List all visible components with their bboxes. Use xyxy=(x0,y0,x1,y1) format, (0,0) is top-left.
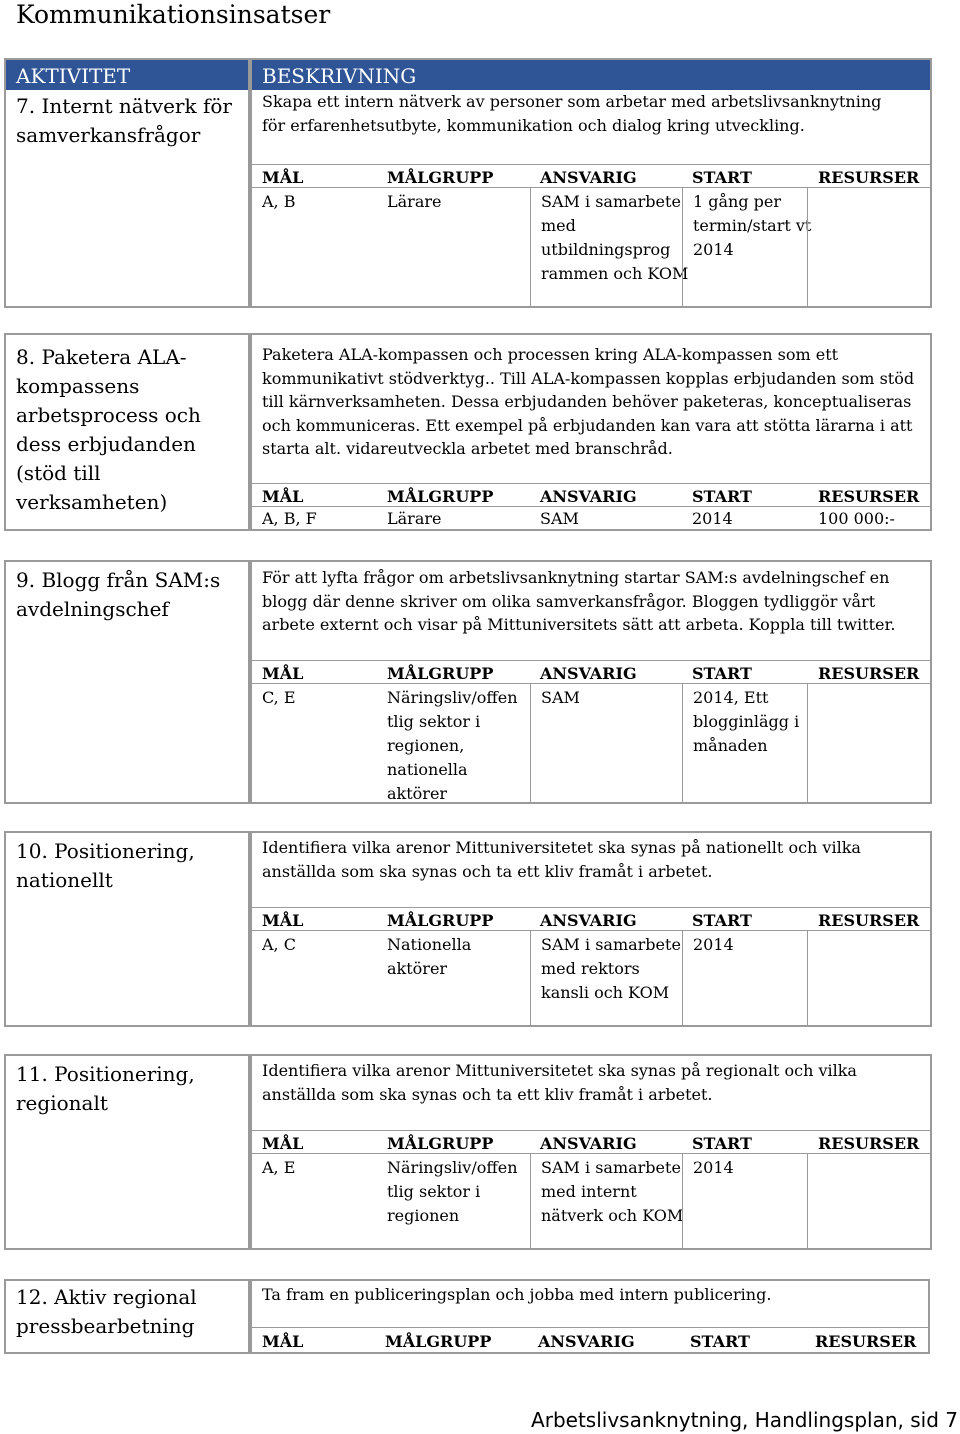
col-header-resurser: RESURSER xyxy=(818,1134,920,1153)
activity-description: Paketera ALA-kompassen och processen kring ALA-kompassen som ett kommunikativt stödverktyg.. Till ALA-kompassen kopplas erbjudanden som stöd till kärnverksamheten. Dessa erbjudanden behöver paketeras, konceptualiseras och kommuniceras. Ett exempel på erbjudanden kan vara att stötta lärarna i att starta alt. vidareutveckla arbetet med branschråd. xyxy=(262,345,915,458)
cell-start: 2014 xyxy=(682,931,813,1027)
cell-resurser xyxy=(807,684,941,804)
col-header-resurser: RESURSER xyxy=(815,1332,917,1351)
col-header-resurser: RESURSER xyxy=(818,664,920,683)
column-headers xyxy=(252,907,930,931)
activity-description: Ta fram en publiceringsplan och jobba med intern publicering. xyxy=(262,1285,772,1304)
activity-description: För att lyfta frågor om arbetslivsanknytning startar SAM:s avdelningschef en blogg där denne skriver om olika samverkansfrågor. Bloggen tydliggör vårt arbete externt och visar på Mittuniversitets sätt att arbeta. Koppla till twitter. xyxy=(262,568,896,634)
cell-start: 2014, Ett blogginlägg i månaden xyxy=(682,684,813,804)
cell-ansvarig: SAM i samarbete med utbildningsprog rammen och KOM xyxy=(530,188,691,308)
cell-ansvarig: SAM i samarbete med internt nätverk och KOM xyxy=(530,1154,691,1250)
activity-7-description xyxy=(250,58,932,308)
col-header-ansvarig: ANSVARIG xyxy=(540,911,637,930)
activity-description: Identifiera vilka arenor Mittuniversitetet ska synas på regionalt och vilka anställda som ska synas och ta ett kliv framåt i arbetet. xyxy=(262,1061,857,1104)
activity-title: 11. Positionering, regionalt xyxy=(16,1062,195,1115)
col-header-malgrupp: MÅLGRUPP xyxy=(387,911,494,930)
table-row xyxy=(252,1154,930,1248)
activity-11-cell xyxy=(4,1054,250,1250)
table-row xyxy=(252,188,930,306)
col-header-malgrupp: MÅLGRUPP xyxy=(387,664,494,683)
col-header-malgrupp: MÅLGRUPP xyxy=(387,1134,494,1153)
col-header-mal: MÅL xyxy=(262,1134,304,1153)
activity-12-cell xyxy=(4,1279,250,1354)
activity-description: Identifiera vilka arenor Mittuniversitetet ska synas på nationellt och vilka anställda som ska synas och ta ett kliv framåt i arbetet. xyxy=(262,838,861,881)
activity-8-description xyxy=(250,333,932,531)
column-headers xyxy=(252,660,930,684)
col-header-resurser: RESURSER xyxy=(818,168,920,187)
column-headers xyxy=(252,483,930,507)
activity-title: 8. Paketera ALA-kompassens arbetsprocess och dess erbjudanden (stöd till verksamheten) xyxy=(16,345,201,514)
cell-resurser xyxy=(807,188,941,308)
cell-ansvarig: SAM xyxy=(530,684,691,804)
col-header-start: START xyxy=(692,911,752,930)
table-row xyxy=(252,684,930,802)
activity-title: 9. Blogg från SAM:s avdelningschef xyxy=(16,568,221,621)
col-header-resurser: RESURSER xyxy=(818,487,920,506)
col-header-ansvarig: ANSVARIG xyxy=(538,1332,635,1351)
activity-11-description xyxy=(250,1054,932,1250)
cell-start: 2014 xyxy=(682,1154,813,1250)
cell-ansvarig: SAM xyxy=(540,509,579,528)
column-headers xyxy=(252,1130,930,1154)
col-header-mal: MÅL xyxy=(262,487,304,506)
col-header-malgrupp: MÅLGRUPP xyxy=(387,168,494,187)
description-header-label: BESKRIVNING xyxy=(262,64,417,88)
activity-10-description xyxy=(250,831,932,1027)
cell-ansvarig: SAM i samarbete med rektors kansli och KOM xyxy=(530,931,691,1027)
col-header-start: START xyxy=(692,1134,752,1153)
activity-title: 12. Aktiv regional pressbearbetning xyxy=(16,1285,197,1338)
cell-mal: A, B, F xyxy=(262,509,317,528)
col-header-start: START xyxy=(692,168,752,187)
col-header-mal: MÅL xyxy=(262,1332,304,1351)
cell-malgrupp: Näringsliv/offen tlig sektor i regionen, nationella aktörer xyxy=(387,688,518,803)
cell-mal: C, E xyxy=(262,688,296,707)
activity-10-cell xyxy=(4,831,250,1027)
col-header-ansvarig: ANSVARIG xyxy=(540,487,637,506)
col-header-ansvarig: ANSVARIG xyxy=(540,168,637,187)
cell-start: 1 gång per termin/start vt 2014 xyxy=(682,188,813,308)
cell-resurser: 100 000:- xyxy=(818,509,895,528)
col-header-ansvarig: ANSVARIG xyxy=(540,1134,637,1153)
cell-malgrupp: Lärare xyxy=(387,509,442,528)
activity-8-cell xyxy=(4,333,250,531)
cell-resurser xyxy=(807,1154,941,1250)
activity-9-cell xyxy=(4,560,250,804)
col-header-start: START xyxy=(692,487,752,506)
activity-description: Skapa ett intern nätverk av personer som arbetar med arbetslivsanknytning för erfarenhetsutbyte, kommunikation och dialog kring utveckling. xyxy=(262,92,882,135)
col-header-start: START xyxy=(690,1332,750,1351)
cell-malgrupp: Nationella aktörer xyxy=(387,935,472,978)
col-header-mal: MÅL xyxy=(262,168,304,187)
cell-mal: A, C xyxy=(262,935,296,954)
activity-12-description xyxy=(250,1279,930,1354)
cell-malgrupp: Lärare xyxy=(387,192,442,211)
cell-mal: A, B xyxy=(262,192,296,211)
column-headers xyxy=(252,164,930,188)
col-header-mal: MÅL xyxy=(262,911,304,930)
cell-mal: A, E xyxy=(262,1158,296,1177)
col-header-ansvarig: ANSVARIG xyxy=(540,664,637,683)
col-header-resurser: RESURSER xyxy=(818,911,920,930)
cell-start: 2014 xyxy=(692,509,733,528)
activity-header-label: AKTIVITET xyxy=(16,64,131,88)
activity-7-cell xyxy=(4,58,250,308)
table-row xyxy=(252,931,930,1025)
activity-9-description xyxy=(250,560,932,804)
table-row xyxy=(252,507,930,529)
activity-title: 7. Internt nätverk för samverkansfrågor xyxy=(16,94,232,147)
column-headers xyxy=(252,1327,928,1352)
col-header-malgrupp: MÅLGRUPP xyxy=(387,487,494,506)
col-header-start: START xyxy=(692,664,752,683)
col-header-malgrupp: MÅLGRUPP xyxy=(385,1332,492,1351)
page-footer: Arbetslivsanknytning, Handlingsplan, sid 7 xyxy=(531,1408,958,1432)
activity-title: 10. Positionering, nationellt xyxy=(16,839,195,892)
page-title: Kommunikationsinsatser xyxy=(16,0,331,29)
cell-resurser xyxy=(807,931,941,1027)
cell-malgrupp: Näringsliv/offen tlig sektor i regionen xyxy=(387,1158,518,1225)
col-header-mal: MÅL xyxy=(262,664,304,683)
